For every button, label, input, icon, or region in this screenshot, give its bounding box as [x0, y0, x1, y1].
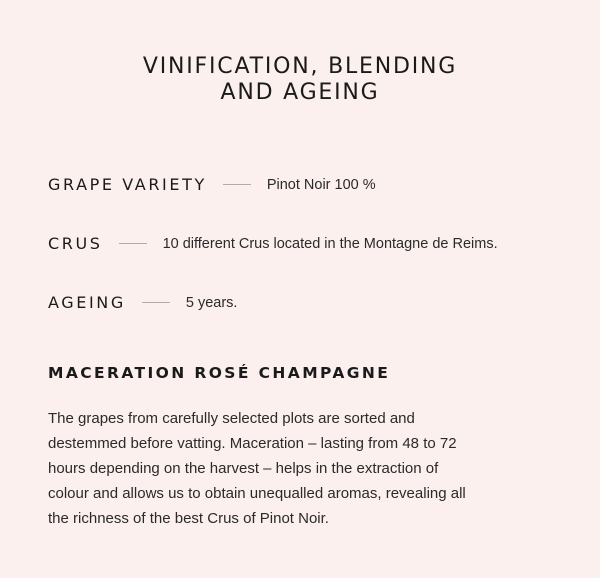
maceration-heading: MACERATION ROSÉ CHAMPAGNE [48, 364, 391, 382]
spec-row-crus [48, 234, 498, 253]
page-title-line-2: AND AGEING [220, 80, 380, 105]
spec-row-ageing [48, 293, 237, 312]
spec-row-grape-variety [48, 175, 376, 194]
spec-label-grape-variety: GRAPE VARIETY [48, 175, 207, 194]
maceration-line: colour and allows us to obtain unequalled aromas, revealing all [48, 485, 466, 502]
spec-divider [119, 243, 147, 244]
page-title [0, 54, 600, 106]
page-title-line-1: VINIFICATION, BLENDING [142, 54, 458, 79]
maceration-line: hours depending on the harvest – helps in the extraction of [48, 460, 439, 477]
spec-value-grape-variety: Pinot Noir 100 % [266, 176, 376, 193]
spec-label-ageing: AGEING [48, 293, 126, 312]
maceration-line: The grapes from carefully selected plots are sorted and [48, 410, 415, 427]
spec-divider [223, 184, 251, 185]
spec-label-crus: CRUS [48, 234, 103, 253]
maceration-description [48, 406, 468, 531]
maceration-line: destemmed before vatting. Maceration – lasting from 48 to 72 [48, 435, 457, 452]
spec-value-ageing: 5 years. [185, 294, 238, 311]
spec-divider [142, 302, 170, 303]
maceration-line: the richness of the best Crus of Pinot Noir. [48, 510, 329, 527]
spec-value-crus: 10 different Crus located in the Montagne de Reims. [162, 235, 498, 252]
